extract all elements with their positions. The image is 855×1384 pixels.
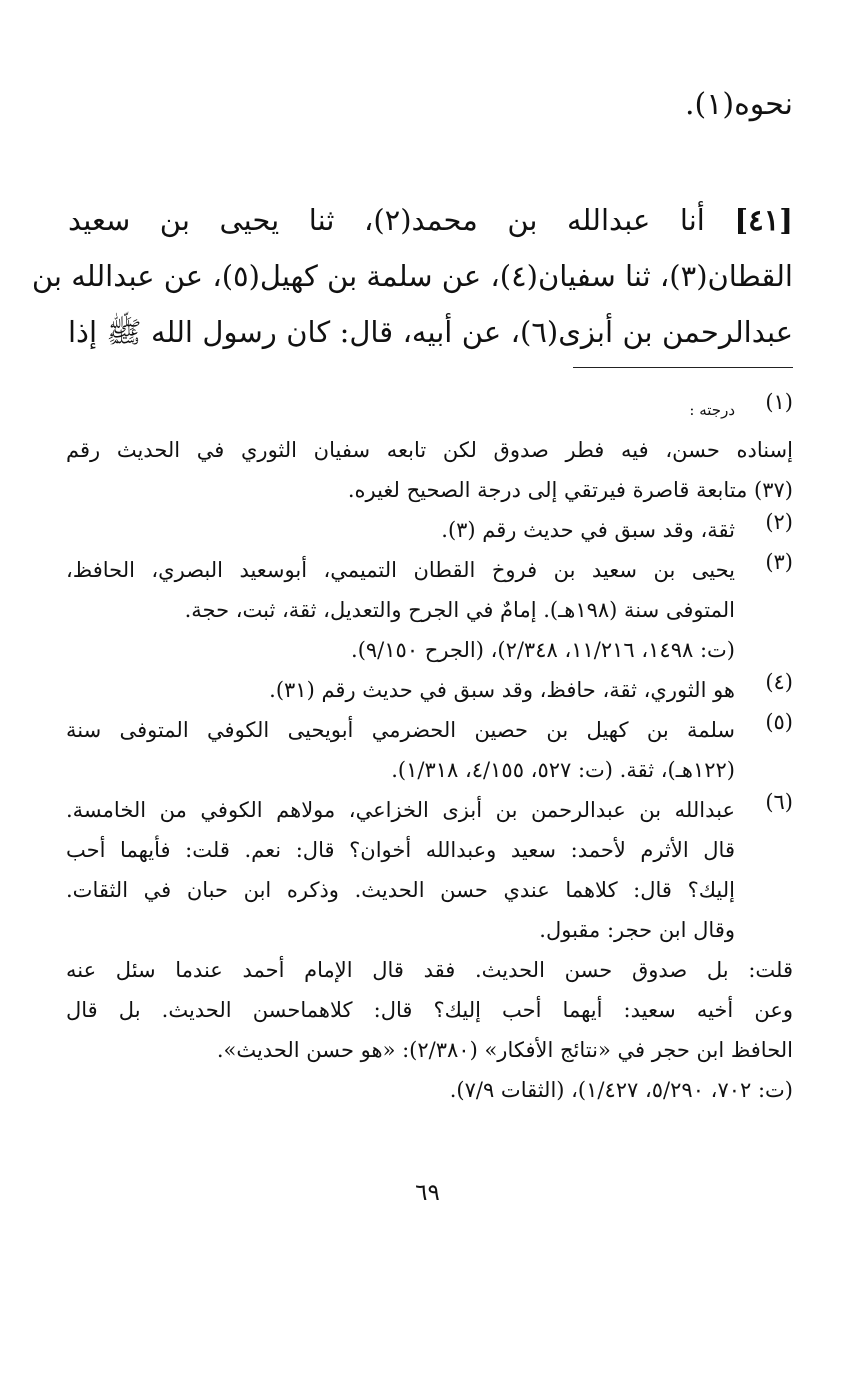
footnote-line: (ت: ٧٠٢، ٥/٢٩٠، ١/٤٢٧)، (الثقات ٧/٩).	[449, 1078, 793, 1102]
footnote-line: (٣٧) متابعة قاصرة فيرتقي إلى درجة الصحيح لغيره.	[347, 478, 793, 502]
footnote-1-body	[66, 430, 793, 510]
footnote-line: عبدالله بن عبدالرحمن بن أبزى الخزاعي، مولاهم الكوفي من الخامسة.	[66, 798, 735, 822]
footnote-line: هو الثوري، ثقة، حافظ، وقد سبق في حديث رقم (٣١).	[269, 678, 735, 702]
footnote-line: (١٢٢هـ)، ثقة. (ت: ٥٢٧، ٤/١٥٥، ١/٣١٨).	[391, 758, 735, 782]
footnote-number: (٥)	[765, 710, 793, 734]
footnote-6-commentary	[66, 950, 793, 1110]
footnote-2	[66, 510, 793, 550]
footnote-line: قلت: بل صدوق حسن الحديث. فقد قال الإمام أحمد عندما سئل عنه	[66, 958, 793, 982]
footnote-line: وعن أخيه سعيد: أيهما أحب إليك؟ قال: كلاهماحسن الحديث. بل قال	[66, 998, 793, 1022]
footnote-line: إسناده حسن، فيه فطر صدوق لكن تابعه سفيان الثوري في الحديث رقم	[66, 438, 793, 462]
footnote-line: درجته :	[689, 401, 735, 419]
footnote-line: الحافظ ابن حجر في «نتائج الأفكار» (٢/٣٨٠): «هو حسن الحديث».	[216, 1038, 793, 1062]
footnote-number: (٣)	[765, 550, 793, 574]
footnote-number: (٤)	[765, 670, 793, 694]
page-number: ٦٩	[415, 1180, 440, 1206]
hadith-text	[31, 192, 794, 360]
footnote-line: سلمة بن كهيل بن حصين الحضرمي أبويحيى الكوفي المتوفى سنة	[66, 718, 735, 742]
footnote-divider	[573, 367, 793, 368]
hadith-line-text: أنا عبدالله بن محمد(٢)، ثنا يحيى بن سعيد	[68, 203, 705, 237]
footnote-line: قال الأثرم لأحمد: سعيد وعبدالله أخوان؟ قال: نعم. قلت: فأيهما أحب	[66, 838, 735, 862]
footnote-line: ثقة، وقد سبق في حديث رقم (٣).	[441, 518, 735, 542]
footnote-line: وقال ابن حجر: مقبول.	[539, 918, 735, 942]
footnote-number: (٢)	[765, 510, 793, 534]
hadith-line: القطان(٣)، ثنا سفيان(٤)، عن سلمة بن كهيل(٥)، عن عبدالله بن	[31, 259, 793, 293]
footnote-1	[66, 390, 793, 430]
footnote-6	[66, 790, 793, 950]
footnote-line: إليك؟ قال: كلاهما عندي حسن الحديث. وذكره ابن حبان في الثقات.	[66, 878, 735, 902]
footnote-line: (ت: ١٤٩٨، ١١/٢١٦، ٢/٣٤٨)، (الجرح ٩/١٥٠).	[351, 638, 735, 662]
footnote-line: يحيى بن سعيد بن فروخ القطان التميمي، أبوسعيد البصري، الحافظ،	[66, 558, 735, 582]
footnote-number: (٦)	[765, 790, 793, 814]
previous-hadith-ending: نحوه(١).	[684, 87, 793, 122]
footnote-4	[66, 670, 793, 710]
footnote-5	[66, 710, 793, 790]
hadith-line	[68, 192, 793, 248]
hadith-number: [٤١]	[734, 203, 794, 237]
footnote-3	[66, 550, 793, 670]
footnote-line: المتوفى سنة (١٩٨هـ). إمامٌ في الجرح والتعديل، ثقة، ثبت، حجة.	[184, 598, 735, 622]
hadith-line: عبدالرحمن بن أبزى(٦)، عن أبيه، قال: كان رسول الله ﷺ إذا	[68, 315, 793, 349]
footnotes	[66, 390, 793, 1110]
footnote-number: (١)	[765, 390, 793, 414]
